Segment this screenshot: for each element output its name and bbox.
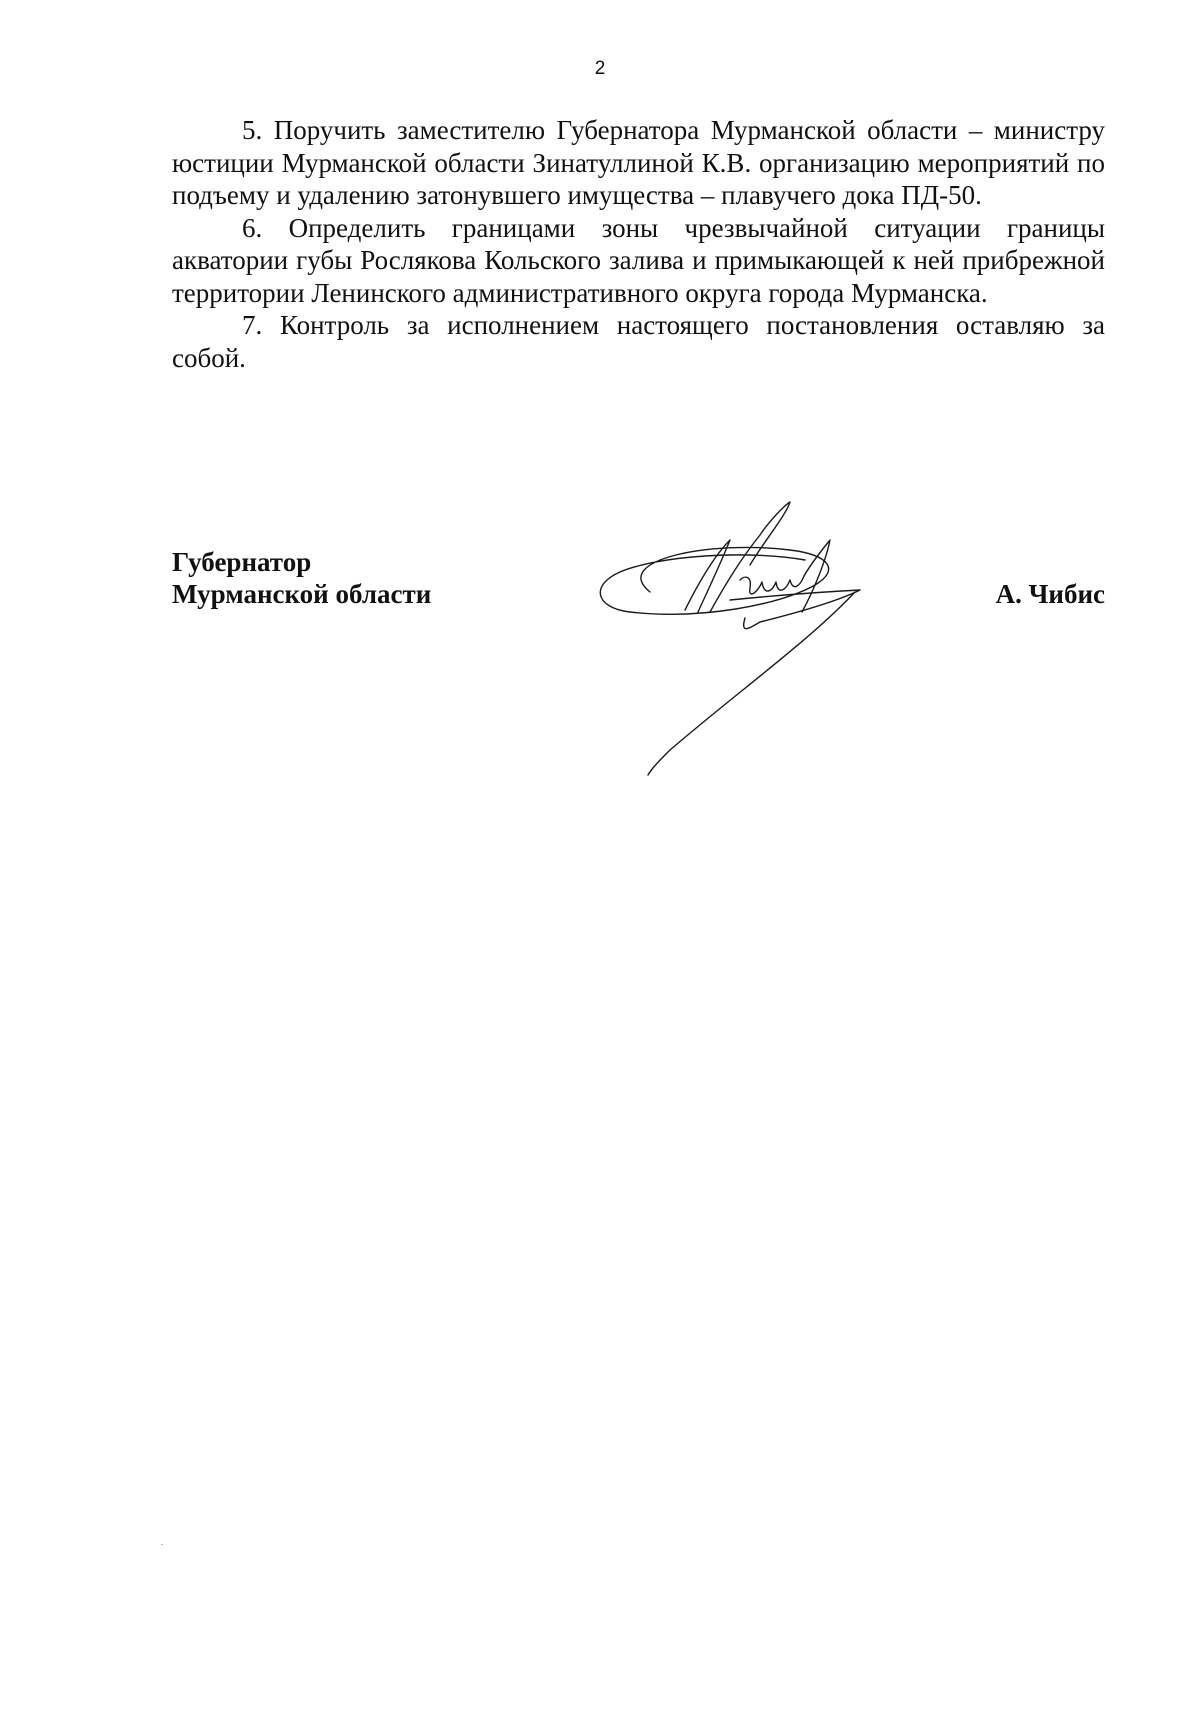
paragraph-7: 7. Контроль за исполнением настоящего постановления оставляю за собой. bbox=[172, 310, 1105, 373]
page-number: 2 bbox=[594, 58, 606, 79]
handwritten-signature bbox=[590, 500, 880, 780]
paragraph-5: 5. Поручить заместителю Губернатора Мурманской области – министру юстиции Мурманской области Зинатуллиной К.В. организацию мероприятий по подъему и удалению затонувшего имущества – плавучего дока ПД-50. bbox=[172, 115, 1105, 210]
signatory-title-line1: Губернатор bbox=[172, 547, 312, 577]
scan-artifact bbox=[161, 1544, 163, 1545]
document-body bbox=[172, 114, 1105, 374]
signatory-title-line2: Мурманской области bbox=[172, 579, 432, 609]
paragraph-6: 6. Определить границами зоны чрезвычайной ситуации границы акватории губы Рослякова Кольского залива и примыкающей к ней прибрежной территории Ленинского административного округа города Мурманска. bbox=[172, 212, 1105, 308]
signatory-title bbox=[172, 546, 431, 610]
signatory-name: А. Чибис bbox=[995, 579, 1105, 609]
